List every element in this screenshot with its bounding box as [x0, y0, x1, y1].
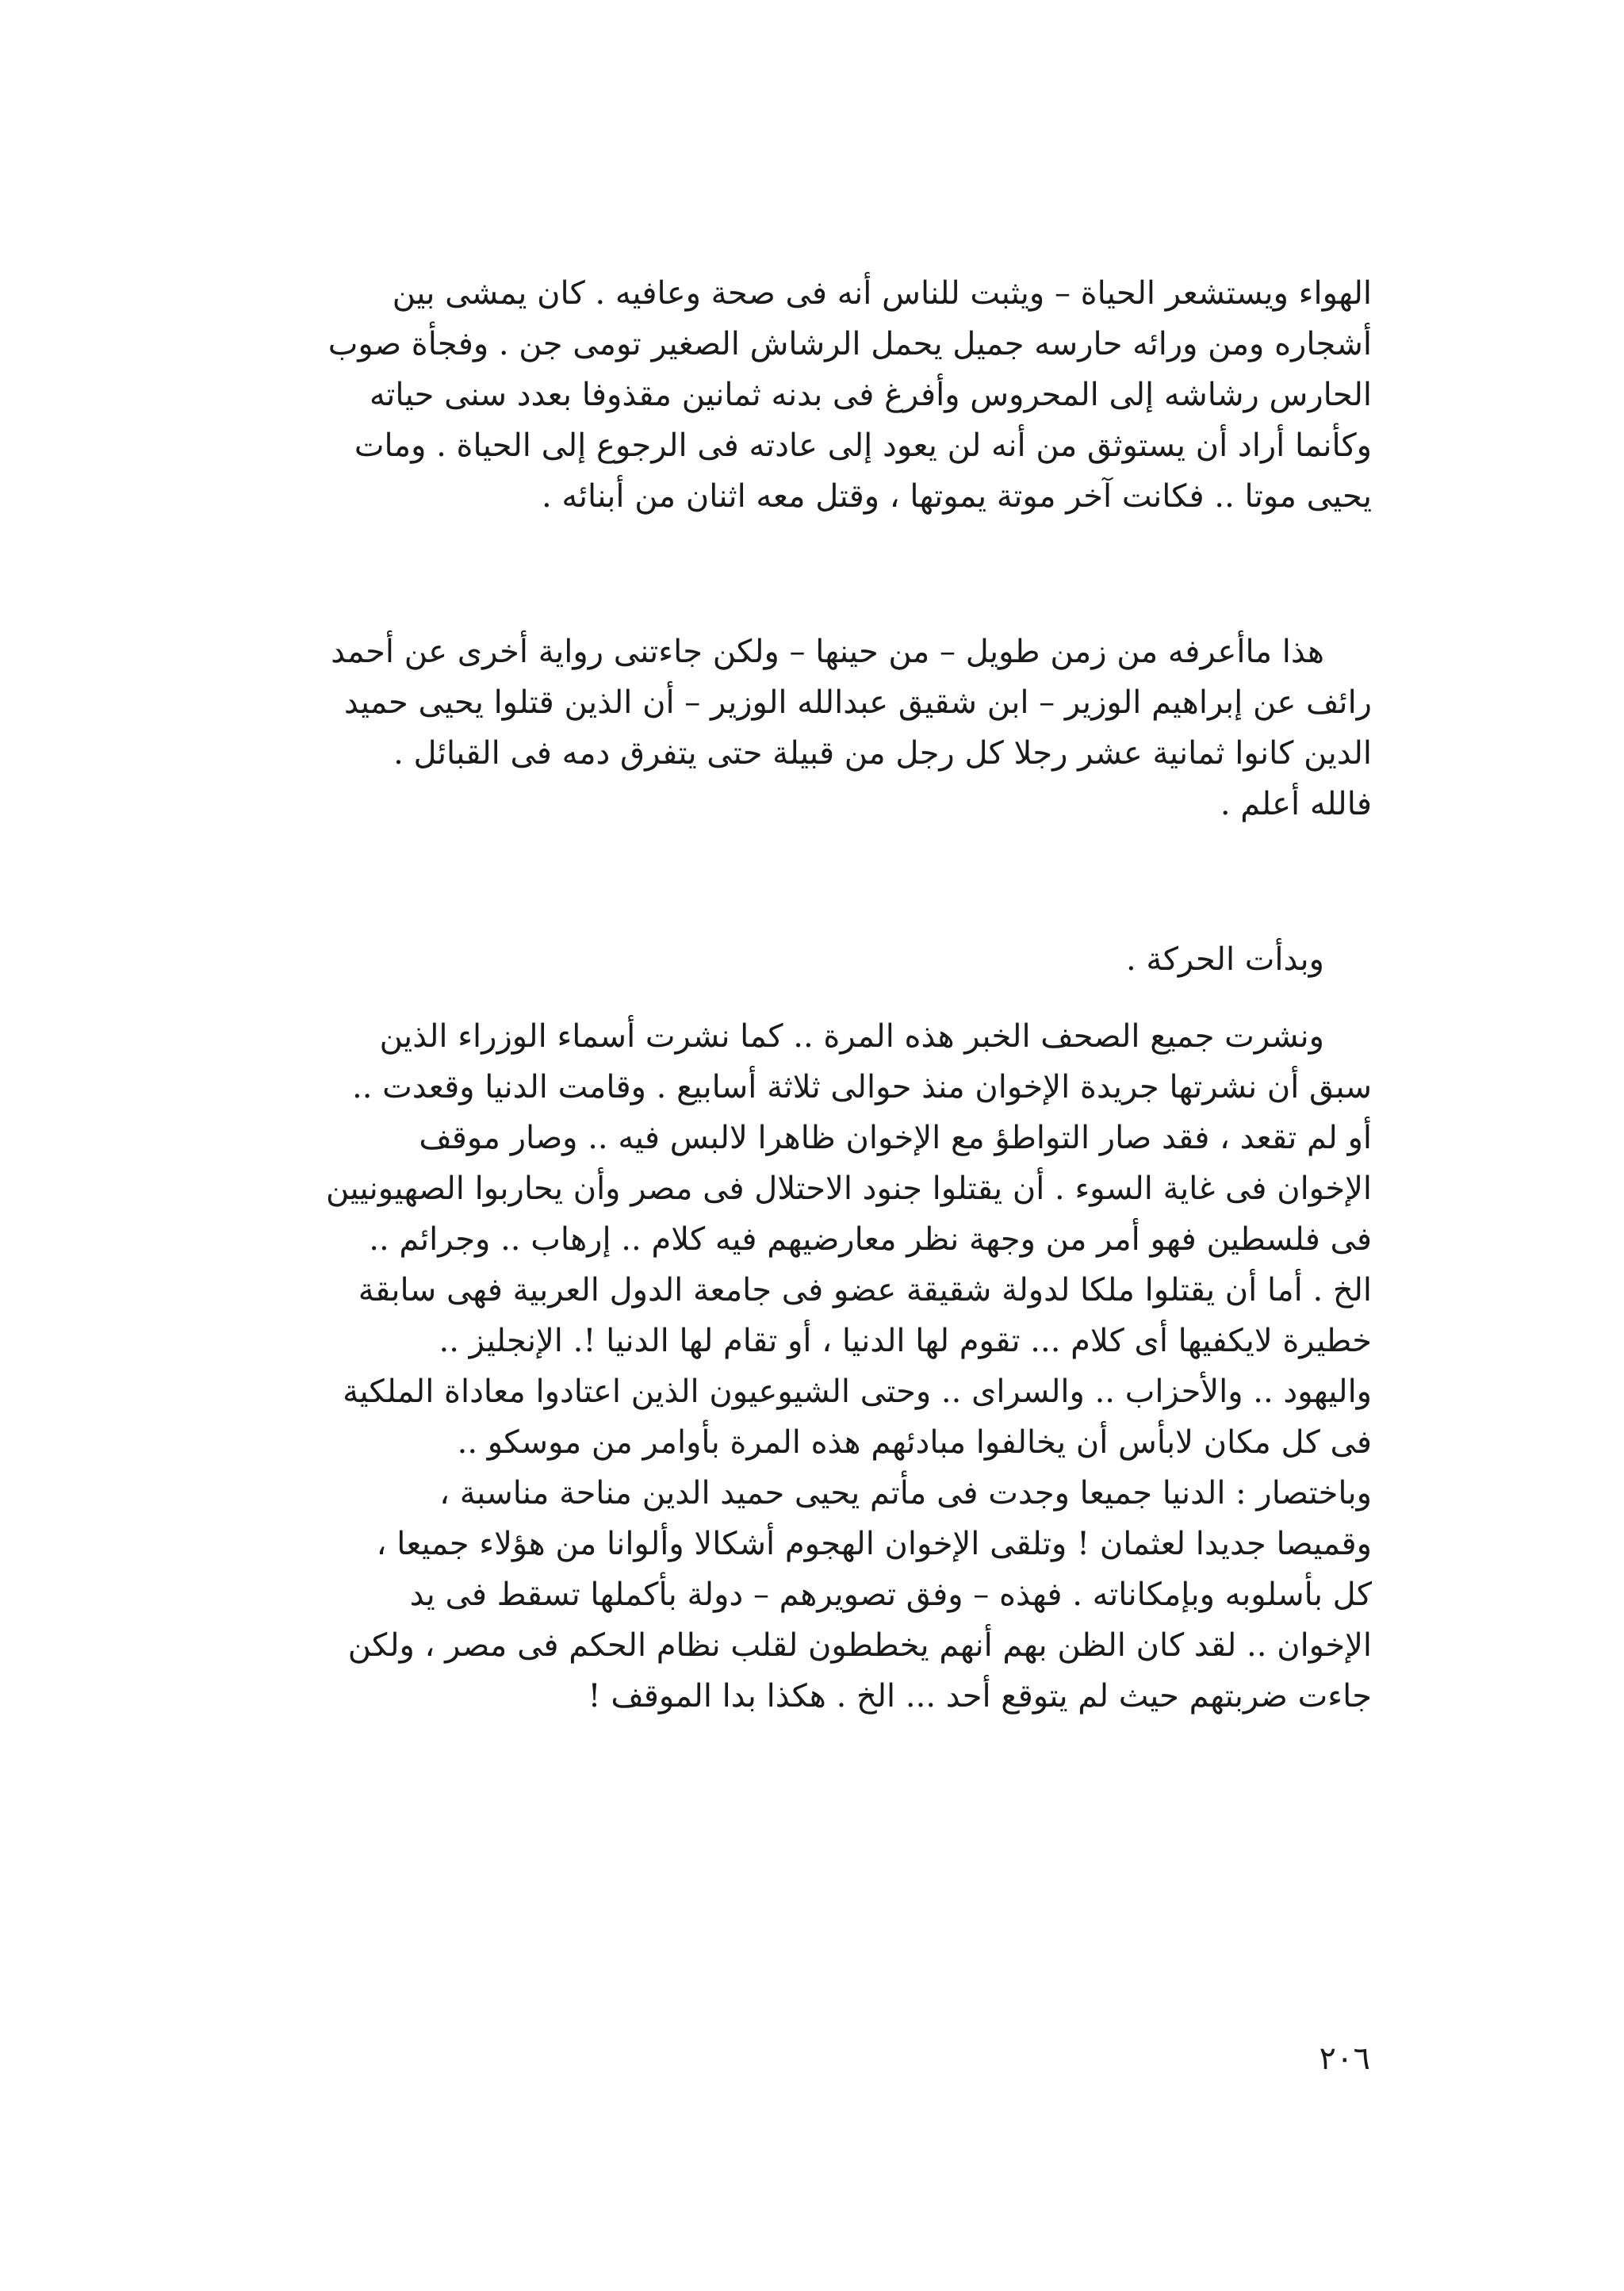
- page-number: ٢٠٦: [1319, 2040, 1370, 2077]
- text-line: وكأنما أراد أن يستوثق من أنه لن يعود إلى عادته فى الرجوع إلى الحياة . ومات: [354, 427, 1372, 464]
- text-line: وبدأت الحركة .: [1125, 941, 1324, 978]
- paragraph-3: [254, 934, 1372, 985]
- text-line: رائف عن إبراهيم الوزير – ابن شقيق عبدالله الوزير – أن الذين قتلوا يحيى حميد: [343, 684, 1372, 721]
- paragraph-2: [254, 626, 1372, 829]
- paragraph-1: [254, 268, 1372, 522]
- text-line: الدين كانوا ثمانية عشر رجلا كل رجل من قبيلة حتى يتفرق دمه فى القبائل .: [393, 735, 1372, 772]
- text-line: وباختصار : الدنيا جميعا وجدت فى مأتم يحيى حميد الدين مناحة مناسبة ،: [439, 1475, 1372, 1511]
- text-line: الحارس رشاشه إلى المحروس وأفرغ فى بدنه ثمانين مقذوفا بعدد سنى حياته: [369, 377, 1372, 413]
- text-line: ونشرت جميع الصحف الخبر هذه المرة .. كما نشرت أسماء الوزراء الذين: [379, 1018, 1324, 1055]
- text-line: الإخوان .. لقد كان الظن بهم أنهم يخططون لقلب نظام الحكم فى مصر ، ولكن: [347, 1627, 1372, 1664]
- text-line: الهواء ويستشعر الحياة – ويثبت للناس أنه فى صحة وعافيه . كان يمشى بين: [392, 275, 1372, 312]
- text-line: أو لم تقعد ، فقد صار التواطؤ مع الإخوان ظاهرا لالبس فيه .. وصار موقف: [419, 1120, 1372, 1156]
- text-line: كل بأسلوبه وبإمكاناته . فهذه – وفق تصويرهم – دولة بأكملها تسقط فى يد: [409, 1576, 1372, 1613]
- text-line: فالله أعلم .: [1220, 786, 1372, 822]
- text-line: فى كل مكان لابأس أن يخالفوا مبادئهم هذه المرة بأوامر من موسكو ..: [457, 1424, 1372, 1461]
- text-line: جاءت ضربتهم حيث لم يتوقع أحد ... الخ . هكذا بدا الموقف !: [588, 1678, 1372, 1714]
- text-line: هذا ماأعرفه من زمن طويل – من حينها – ولكن جاءتنى رواية أخرى عن أحمد: [331, 634, 1324, 670]
- paragraph-4: [254, 1011, 1372, 1722]
- text-line: وقميصا جديدا لعثمان ! وتلقى الإخوان الهجوم أشكالا وألوانا من هؤلاء جميعا ،: [376, 1526, 1372, 1562]
- text-line: خطيرة لايكفيها أى كلام ... تقوم لها الدنيا ، أو تقام لها الدنيا !. الإنجليز ..: [439, 1323, 1372, 1359]
- text-line: فى فلسطين فهو أمر من وجهة نظر معارضيهم فيه كلام .. إرهاب .. وجرائم ..: [369, 1221, 1372, 1258]
- text-line: يحيى موتا .. فكانت آخر موتة يموتها ، وقتل معه اثنان من أبنائه .: [542, 478, 1372, 515]
- text-line: الخ . أما أن يقتلوا ملكا لدولة شقيقة عضو فى جامعة الدول العربية فهى سابقة: [358, 1272, 1372, 1308]
- text-line: الإخوان فى غاية السوء . أن يقتلوا جنود الاحتلال فى مصر وأن يحاربوا الصهيونيين: [326, 1170, 1372, 1207]
- text-line: أشجاره ومن ورائه حارسه جميل يحمل الرشاش الصغير تومى جن . وفجأة صوب: [327, 326, 1372, 362]
- text-line: سبق أن نشرتها جريدة الإخوان منذ حوالى ثلاثة أسابيع . وقامت الدنيا وقعدت ..: [351, 1069, 1372, 1105]
- text-line: واليهود .. والأحزاب .. والسراى .. وحتى الشيوعيون الذين اعتادوا معاداة الملكية: [343, 1373, 1372, 1410]
